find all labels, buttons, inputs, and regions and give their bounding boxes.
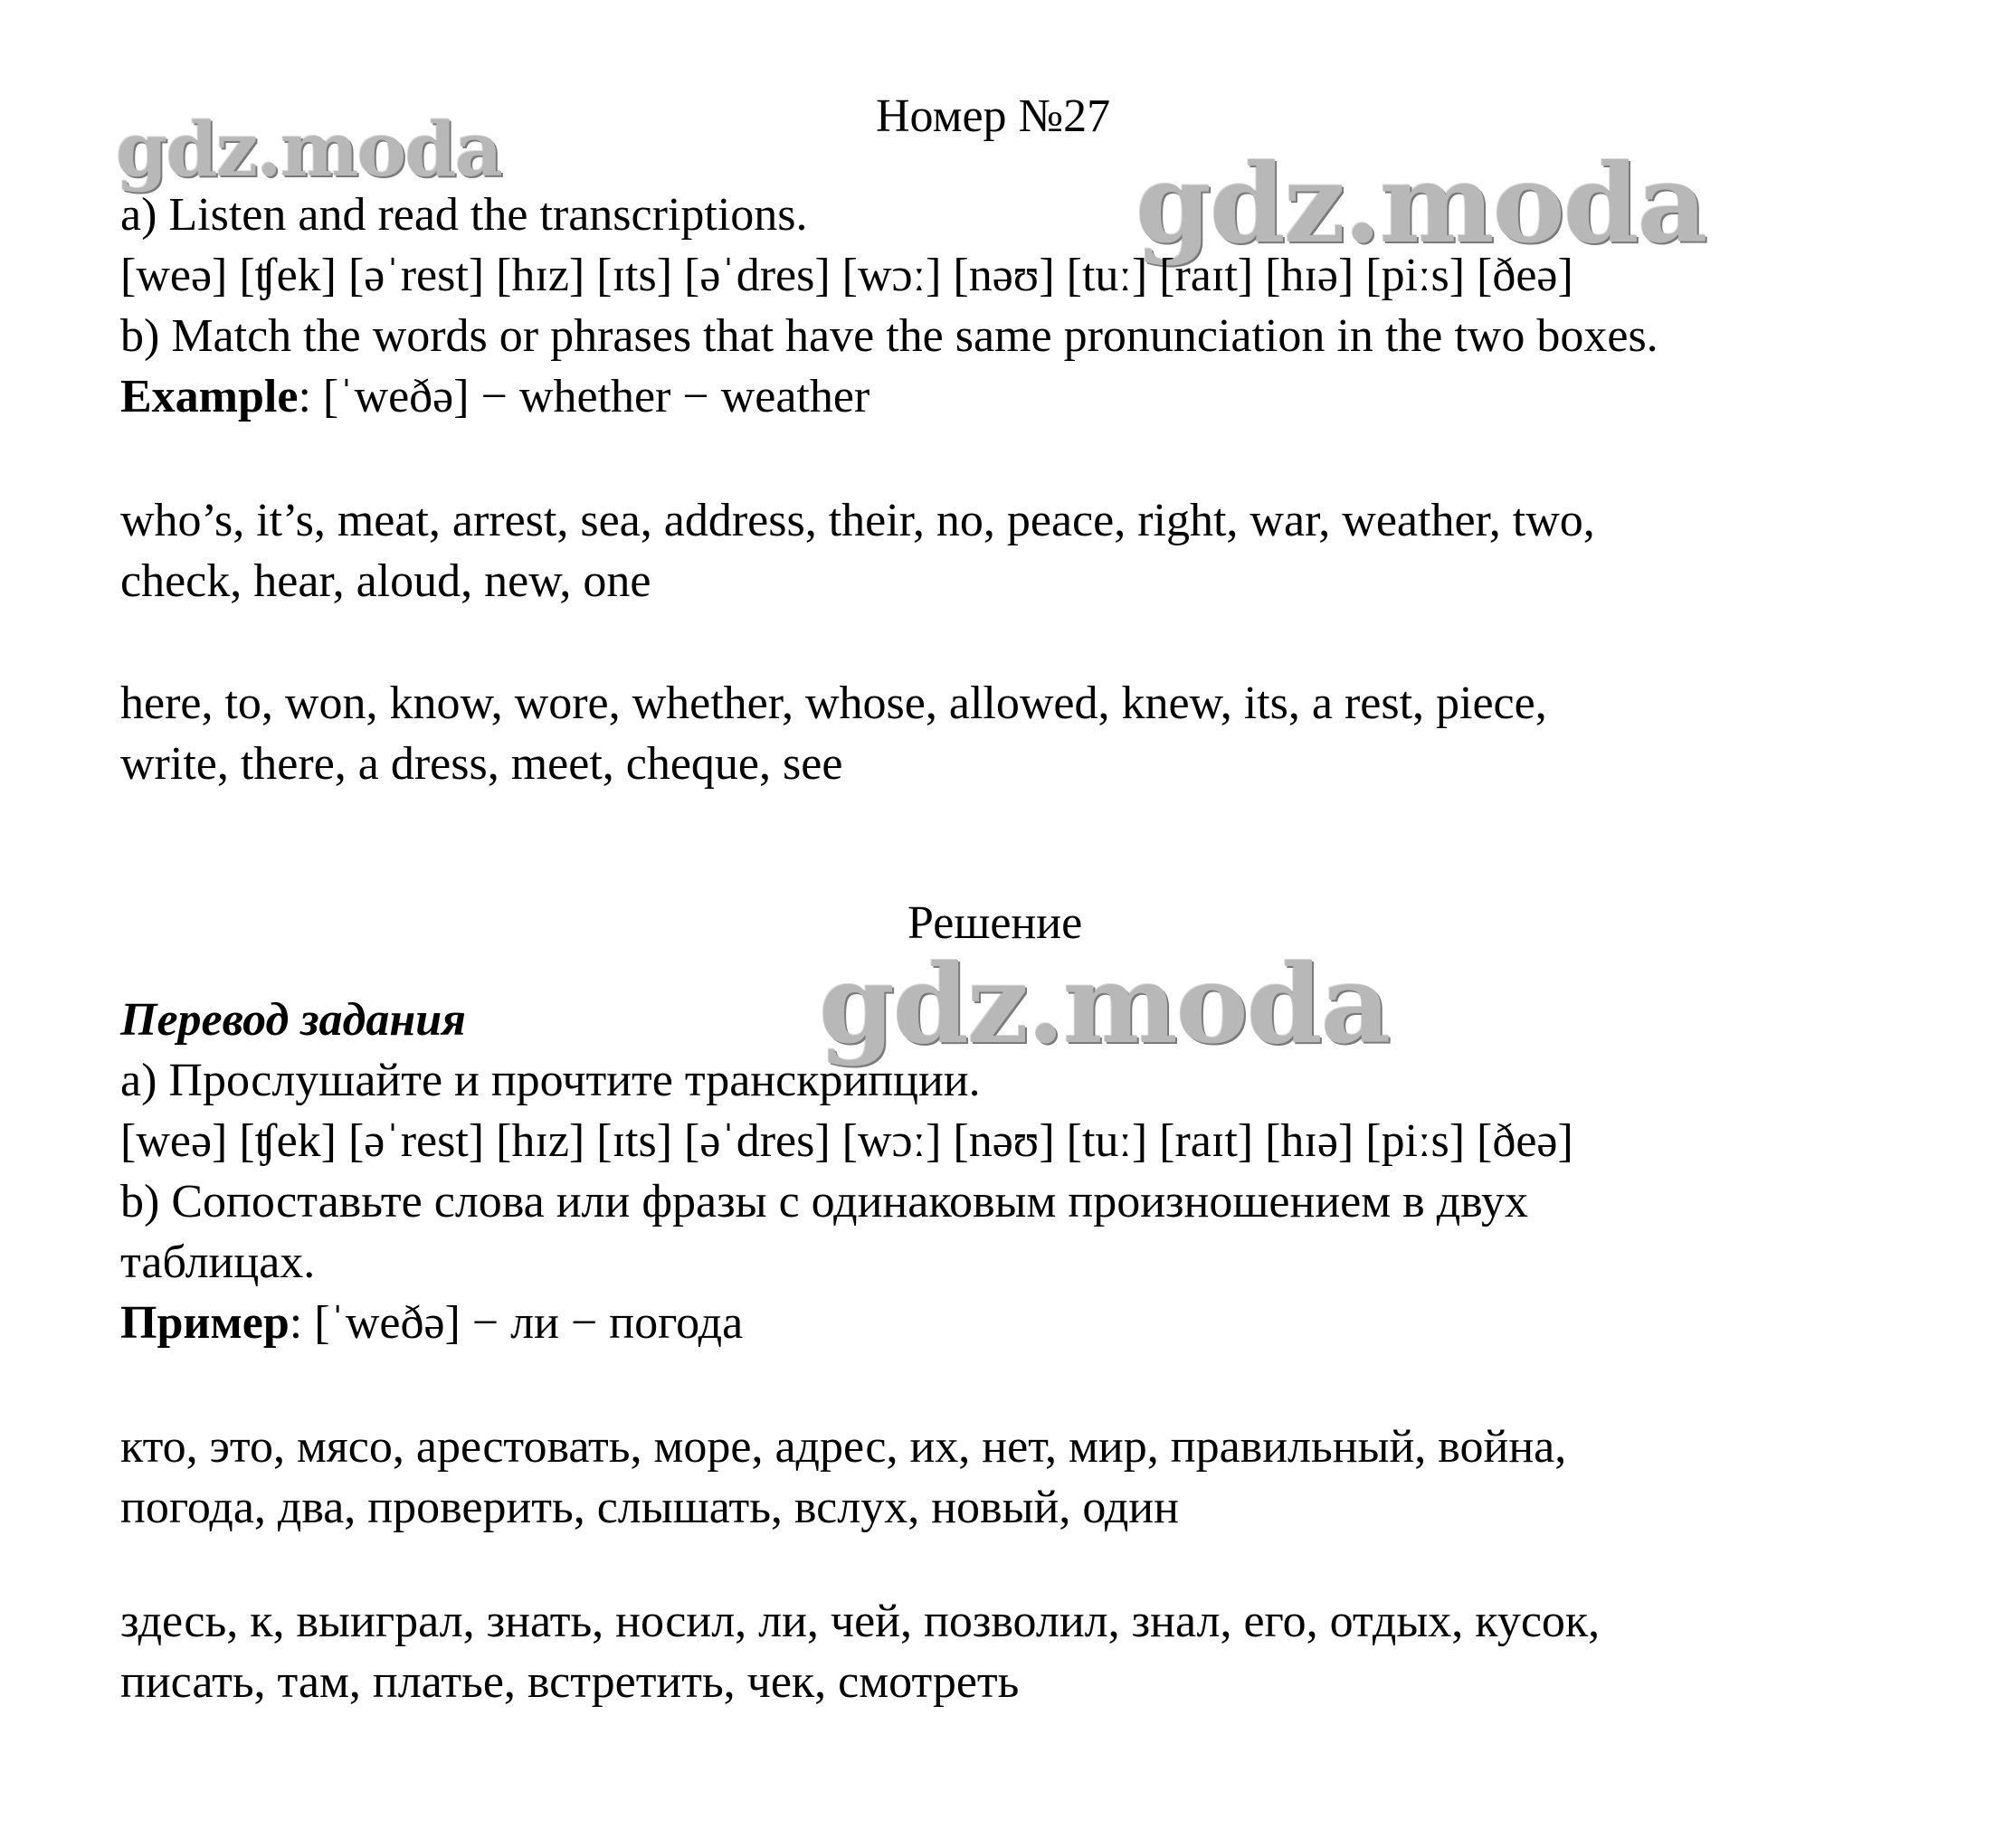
solution-box1-line-2: погода, два, проверить, слышать, вслух, новый, один [120, 1482, 1179, 1533]
solution-box2-line-1: здесь, к, выиграл, знать, носил, ли, чей, позволил, знал, его, отдых, кусок, [120, 1596, 1601, 1647]
box2-line-1: here, to, won, know, wore, whether, whose, allowed, knew, its, a rest, piece, [120, 678, 1547, 729]
solution-heading: Решение [907, 897, 1083, 949]
task-transcriptions: [weə] [ʧek] [əˈrest] [hɪz] [ɪts] [əˈdres] [wɔː] [nəʊ] [tuː] [raɪt] [hɪə] [piːs] [ðeə] [120, 250, 1573, 301]
box2-line-2: write, there, a dress, meet, cheque, see [120, 738, 843, 790]
task-example [120, 367, 869, 427]
solution-example-label: Пример [120, 1297, 290, 1349]
solution-example [120, 1294, 743, 1353]
example-text: : [ˈweðə] − whether − weather [298, 371, 870, 422]
solution-part-a: a) Прослушайте и прочтите транскрипции. [120, 1055, 981, 1106]
box1-line-1: who’s, it’s, meat, arrest, sea, address, their, no, peace, right, war, weather, two, [120, 495, 1595, 546]
page-title: Номер №27 [876, 90, 1111, 142]
task-part-a: a) Listen and read the transcriptions. [120, 189, 808, 241]
solution-part-b-line-1: b) Сопоставьте слова или фразы с одинаковым произношением в двух [120, 1176, 1528, 1227]
watermark-logo-large: gdz.moda [1136, 140, 1706, 268]
solution-example-text: : [ˈweðə] − ли − погода [289, 1297, 744, 1349]
solution-transcriptions: [weə] [ʧek] [əˈrest] [hɪz] [ɪts] [əˈdres] [wɔː] [nəʊ] [tuː] [raɪt] [hɪə] [piːs] [ðeə] [120, 1115, 1573, 1167]
translation-heading: Перевод задания [120, 994, 466, 1046]
task-part-b: b) Match the words or phrases that have the same pronunciation in the two boxes. [120, 310, 1658, 362]
solution-part-b-line-2: таблицах. [120, 1237, 316, 1288]
example-label: Example [120, 371, 299, 422]
box1-line-2: check, hear, aloud, new, one [120, 555, 651, 607]
watermark-logo-middle: gdz.moda [819, 941, 1390, 1068]
watermark-logo-small: gdz.moda [116, 107, 501, 194]
solution-box1-line-1: кто, это, мясо, арестовать, море, адрес, их, нет, мир, правильный, война, [120, 1421, 1567, 1473]
solution-box2-line-2: писать, там, платье, встретить, чек, смотреть [120, 1656, 1020, 1708]
